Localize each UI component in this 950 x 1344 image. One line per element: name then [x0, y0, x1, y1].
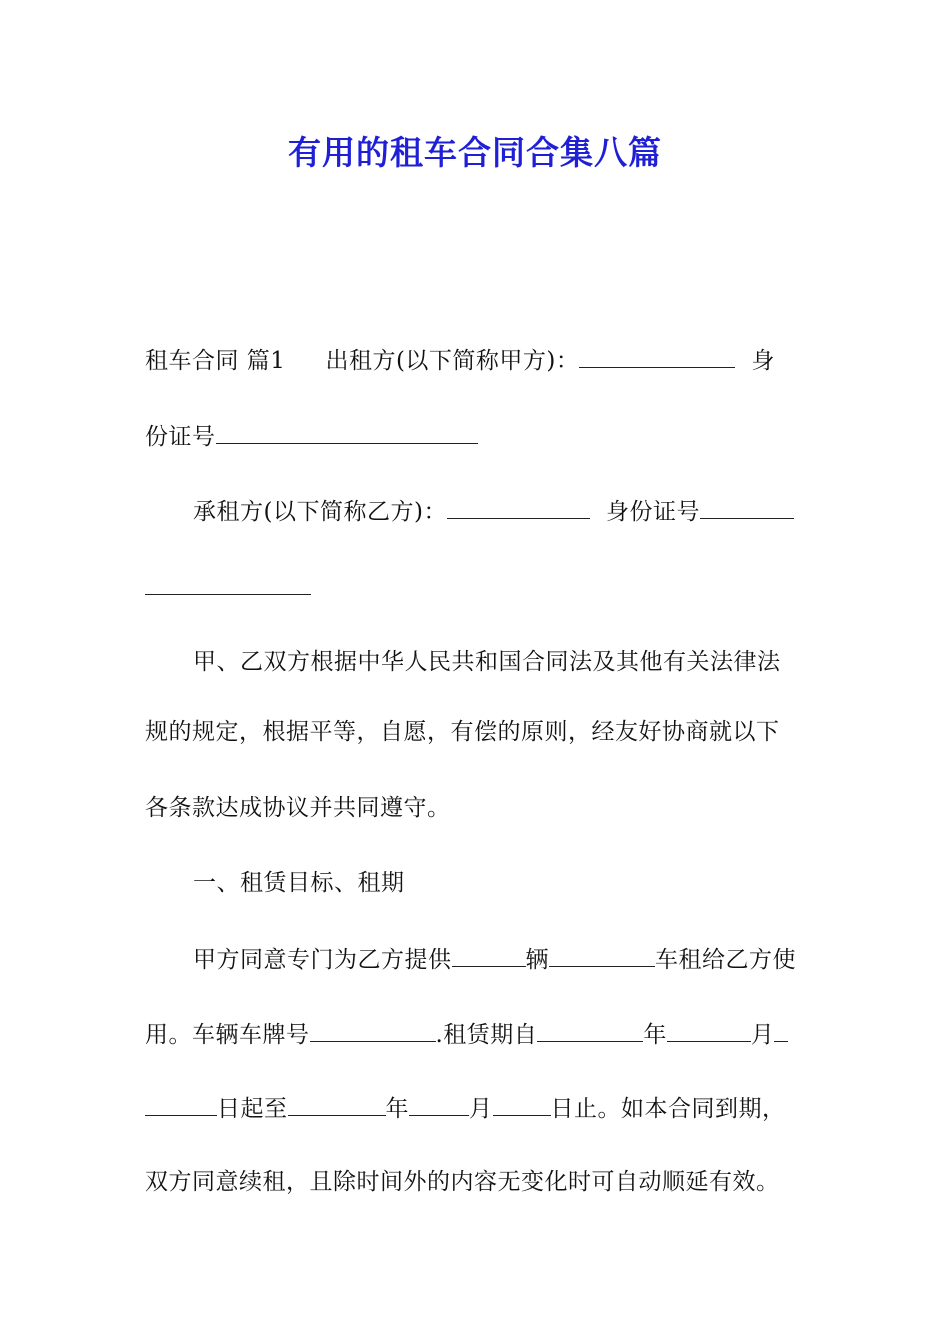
clause-line — [145, 1017, 807, 1052]
lessor-line — [145, 343, 807, 378]
plate-number-blank — [310, 1017, 436, 1042]
clause-text: 甲方同意专门为乙方提供 — [193, 947, 452, 973]
clause-text: 年 — [643, 1022, 667, 1048]
paragraph-line: 规的规定，根据平等，自愿，有偿的原则，经友好协商就以下 — [145, 719, 780, 745]
lessor-id-line — [145, 419, 807, 454]
paragraph-line: 各条款达成协议并共同遵守。 — [145, 795, 451, 821]
end-month-blank — [409, 1091, 469, 1116]
lessee-name-blank — [447, 494, 590, 519]
clause-line — [193, 942, 807, 977]
vehicle-model-blank — [549, 942, 655, 967]
contract-heading: 租车合同 篇1 — [145, 348, 286, 374]
clause-text: 车租给乙方使 — [655, 947, 796, 973]
clause-text: 月 — [750, 1022, 775, 1048]
clause-text: 月 — [469, 1096, 493, 1122]
paragraph-line: 甲、乙双方根据中华人民共和国合同法及其他有关法律法 — [193, 649, 781, 675]
start-day-blank-1 — [774, 1017, 788, 1042]
clause-text: 日起至 — [217, 1096, 288, 1122]
clause-text: 用。车辆车牌号 — [145, 1022, 310, 1048]
document-title: 有用的租车合同合集八篇 — [288, 133, 662, 172]
lessor-line-end: 身 — [751, 348, 775, 374]
clause-text: 年 — [385, 1096, 409, 1122]
start-year-blank — [537, 1017, 643, 1042]
lessee-label: 承租方(以下简称乙方)： — [193, 499, 447, 525]
clause-text: .租赁期自 — [435, 1022, 538, 1048]
start-month-blank — [667, 1017, 751, 1042]
end-day-blank — [493, 1091, 551, 1116]
lessor-label: 出租方(以下简称甲方)： — [325, 348, 580, 374]
lessor-id-blank — [216, 419, 478, 444]
lessee-id-blank-1 — [700, 494, 794, 519]
lessee-id-continued — [145, 570, 807, 605]
end-year-blank — [288, 1091, 386, 1116]
clause-text: 日止。如本合同到期， — [550, 1096, 786, 1122]
start-day-blank-2 — [145, 1091, 217, 1116]
lessor-name-blank — [579, 343, 735, 368]
vehicle-count-blank — [452, 942, 526, 967]
lessee-id-label: 身份证号 — [605, 499, 700, 525]
clause-line: 双方同意续租，且除时间外的内容无变化时可自动顺延有效。 — [145, 1169, 780, 1195]
section-heading: 一、租赁目标、租期 — [193, 870, 405, 896]
lessee-line — [193, 494, 807, 529]
lessee-id-blank-2 — [145, 570, 311, 595]
lessor-id-label: 份证号 — [145, 424, 216, 450]
clause-text: 辆 — [525, 947, 549, 973]
clause-line — [145, 1091, 807, 1126]
